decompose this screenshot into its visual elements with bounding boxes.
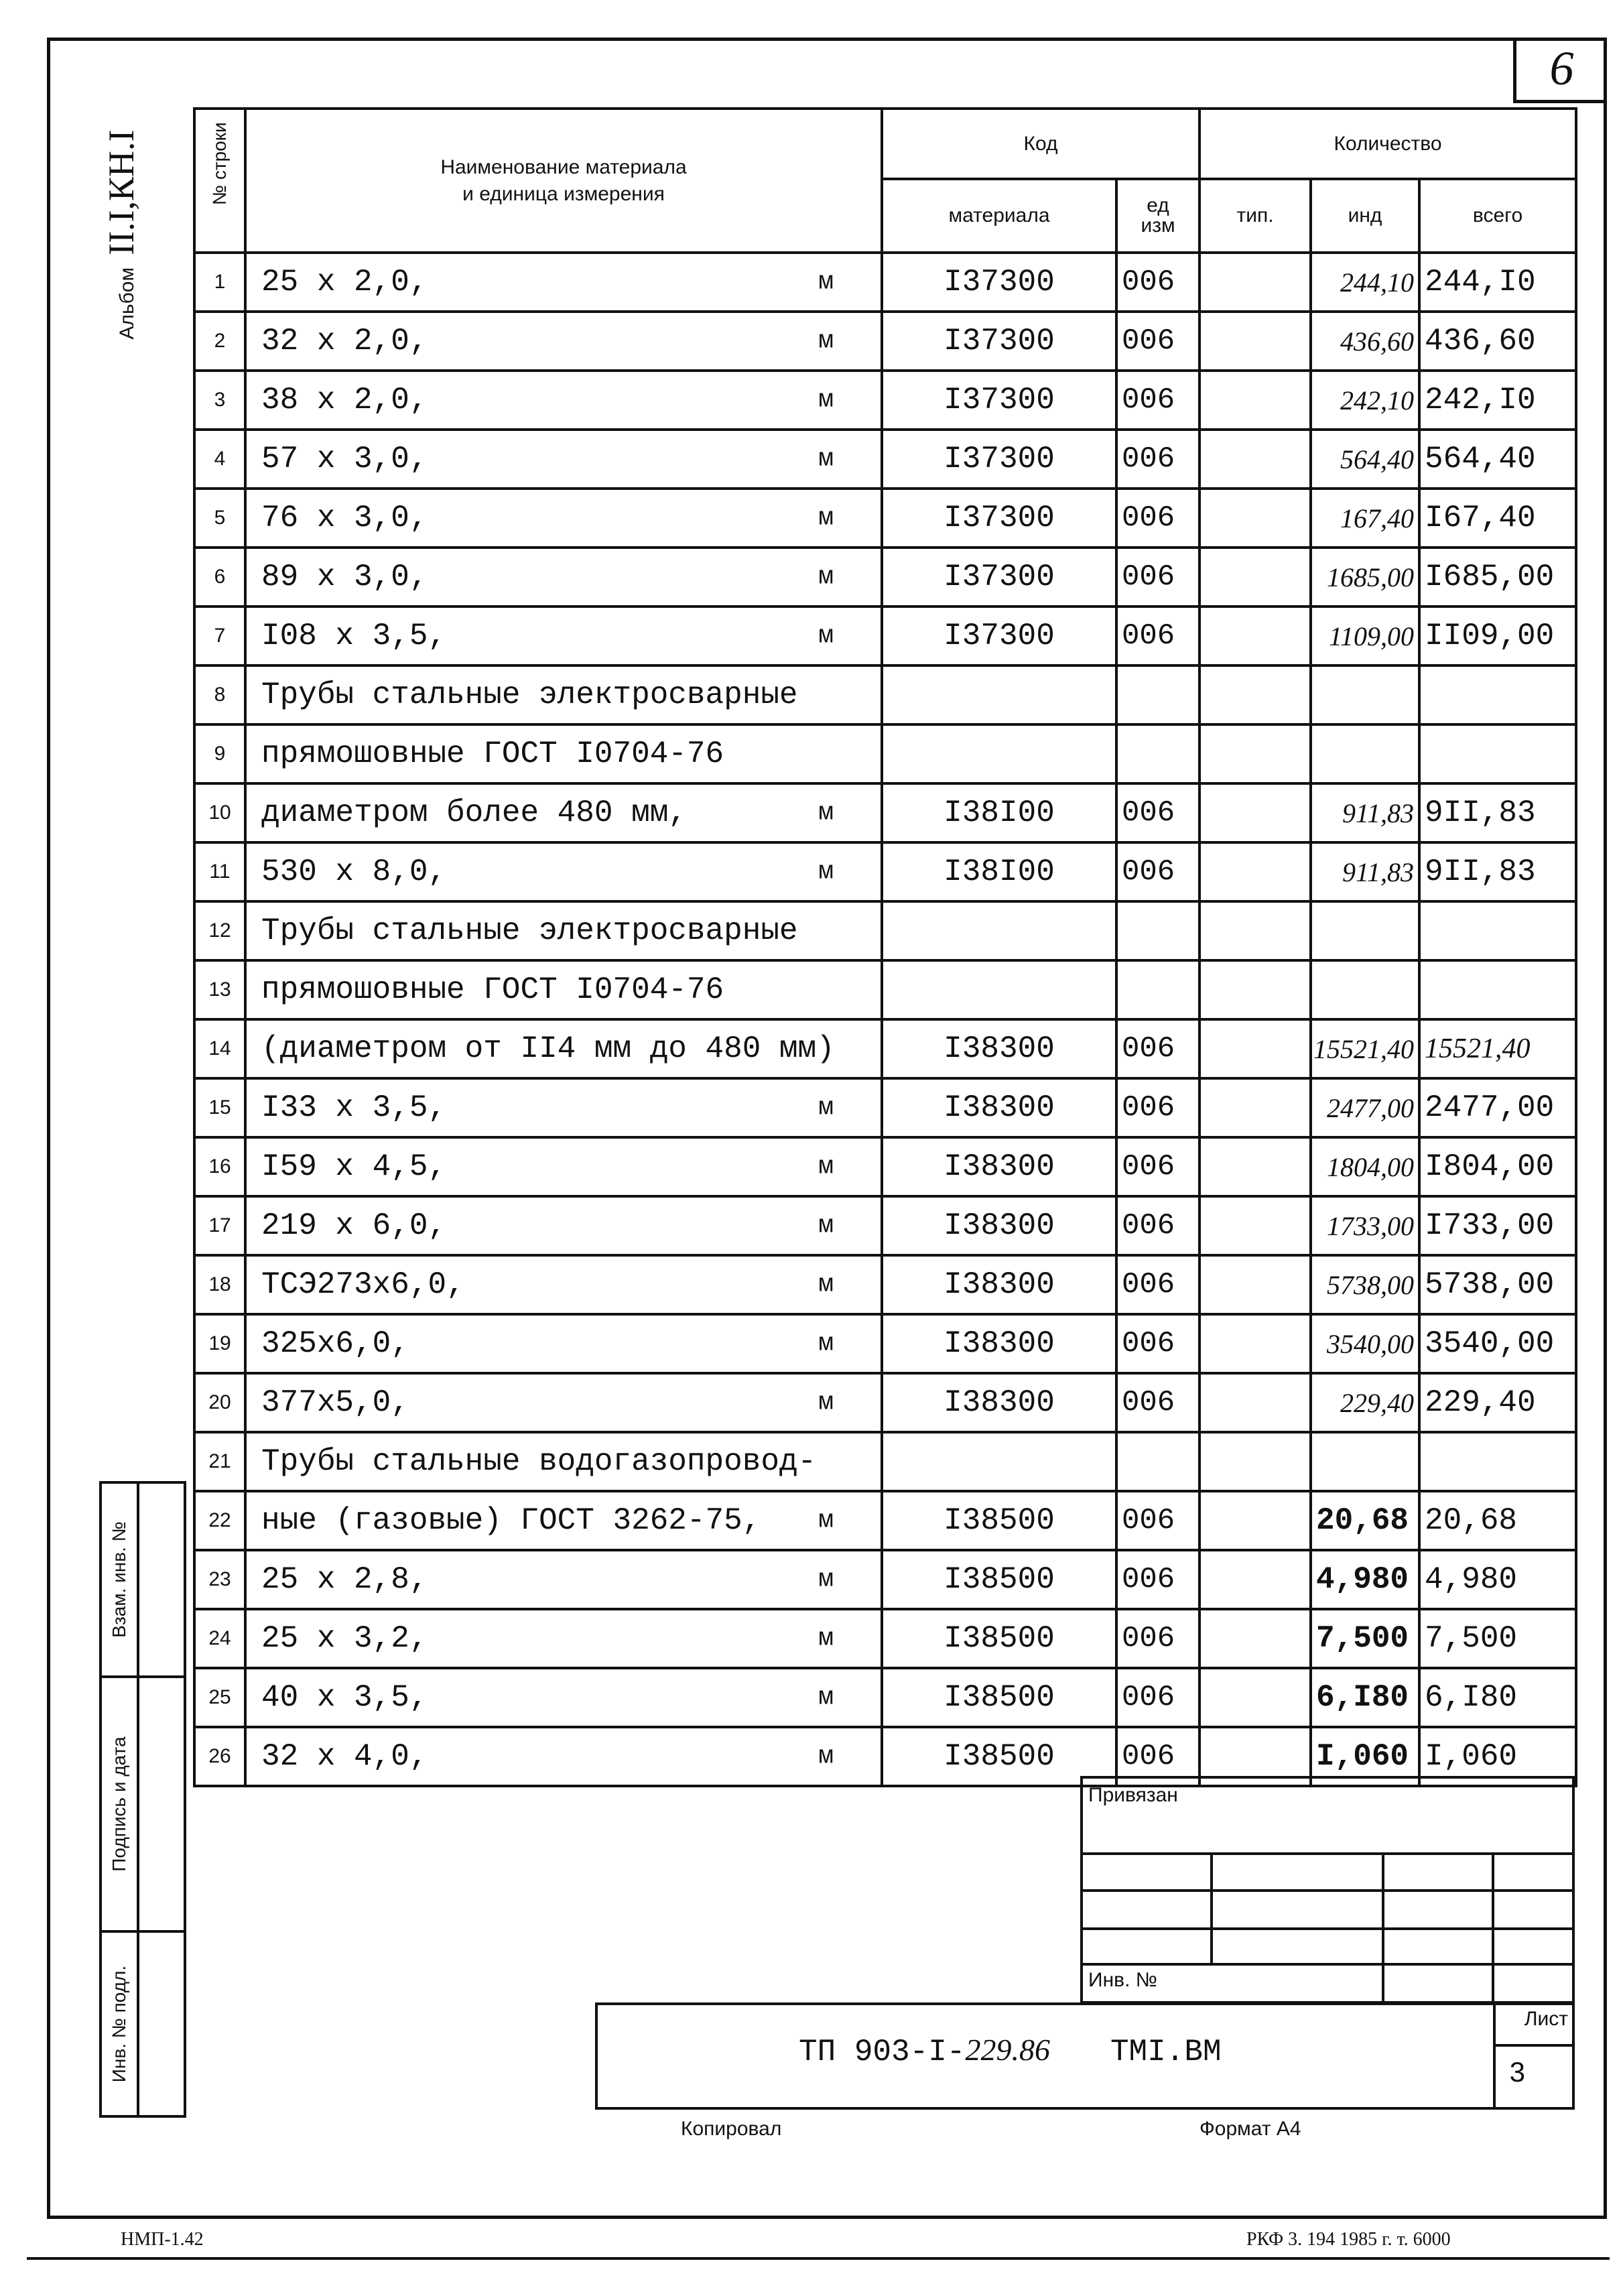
unit-label: м bbox=[818, 503, 834, 533]
list-divider bbox=[1493, 2005, 1496, 2107]
row-number: 4 bbox=[194, 430, 245, 489]
row-number: 10 bbox=[194, 783, 245, 842]
table-row bbox=[194, 1137, 1576, 1196]
qty-type bbox=[1199, 783, 1311, 842]
unit-code: 006 bbox=[1116, 548, 1199, 607]
material-code: I38I00 bbox=[882, 783, 1116, 842]
row-number: 14 bbox=[194, 1019, 245, 1078]
unit-label: м bbox=[818, 326, 834, 356]
qty-total: I685,00 bbox=[1419, 548, 1576, 607]
material-name: прямошовные ГОСТ I0704-76 bbox=[245, 960, 882, 1019]
qty-total bbox=[1419, 901, 1576, 960]
qty-type bbox=[1199, 312, 1311, 371]
header-name: Наименование материала и единица измерения bbox=[245, 109, 882, 253]
material-name: 76 x 3,0, м bbox=[245, 489, 882, 548]
material-name: Трубы стальные электросварные bbox=[245, 901, 882, 960]
row-number: 8 bbox=[194, 665, 245, 724]
copied-label: Копировал bbox=[681, 2118, 782, 2140]
row-number: 12 bbox=[194, 901, 245, 960]
material-code bbox=[882, 1432, 1116, 1491]
inv-no-label: Инв. № bbox=[1088, 1969, 1157, 1991]
qty-type bbox=[1199, 430, 1311, 489]
material-code: I38300 bbox=[882, 1373, 1116, 1432]
approval-stamp bbox=[99, 1481, 186, 2118]
table-row bbox=[194, 842, 1576, 901]
unit-code: 006 bbox=[1116, 1078, 1199, 1137]
row-number: 5 bbox=[194, 489, 245, 548]
privyazan-vline-1 bbox=[1210, 1852, 1213, 1965]
album-value: II.I,КН.I bbox=[101, 129, 141, 255]
material-name: ТСЭ273х6,0, м bbox=[245, 1255, 882, 1314]
unit-label: м bbox=[818, 857, 834, 887]
material-code: I38300 bbox=[882, 1196, 1116, 1255]
table-row bbox=[194, 548, 1576, 607]
qty-total bbox=[1419, 724, 1576, 783]
material-code: I38500 bbox=[882, 1550, 1116, 1609]
qty-type bbox=[1199, 371, 1311, 430]
qty-ind: I,060 bbox=[1311, 1727, 1419, 1786]
form-code: НМП-1.42 bbox=[121, 2229, 204, 2250]
header-code-group: Код bbox=[882, 109, 1199, 179]
unit-code bbox=[1116, 901, 1199, 960]
unit-label: м bbox=[818, 1506, 834, 1535]
material-code: I38I00 bbox=[882, 842, 1116, 901]
row-number: 18 bbox=[194, 1255, 245, 1314]
qty-type bbox=[1199, 489, 1311, 548]
qty-total: 4,980 bbox=[1419, 1550, 1576, 1609]
qty-ind: 15521,40 bbox=[1311, 1019, 1419, 1078]
privyazan-line-1 bbox=[1083, 1852, 1572, 1855]
qty-type bbox=[1199, 1550, 1311, 1609]
qty-ind: 5738,00 bbox=[1311, 1255, 1419, 1314]
sheet-number: 3 bbox=[1509, 2056, 1525, 2088]
unit-code: 006 bbox=[1116, 371, 1199, 430]
row-number: 25 bbox=[194, 1668, 245, 1727]
qty-total: 9II,83 bbox=[1419, 842, 1576, 901]
print-info: РКФ 3. 194 1985 г. т. 6000 bbox=[1246, 2229, 1451, 2250]
material-name: 25 x 2,8, м bbox=[245, 1550, 882, 1609]
materials-table bbox=[193, 107, 1577, 1787]
qty-type bbox=[1199, 1314, 1311, 1373]
qty-total: 564,40 bbox=[1419, 430, 1576, 489]
material-code: I38300 bbox=[882, 1255, 1116, 1314]
header-code-unit: ед изм bbox=[1116, 179, 1199, 253]
table-row bbox=[194, 489, 1576, 548]
unit-code: 006 bbox=[1116, 1314, 1199, 1373]
qty-ind: 911,83 bbox=[1311, 783, 1419, 842]
material-code: I38500 bbox=[882, 1668, 1116, 1727]
qty-total: I804,00 bbox=[1419, 1137, 1576, 1196]
row-number: 1 bbox=[194, 253, 245, 312]
qty-type bbox=[1199, 901, 1311, 960]
material-name: ные (газовые) ГОСТ 3262-75, м bbox=[245, 1491, 882, 1550]
unit-code: 006 bbox=[1116, 783, 1199, 842]
table-row bbox=[194, 1255, 1576, 1314]
qty-type bbox=[1199, 1373, 1311, 1432]
qty-type bbox=[1199, 665, 1311, 724]
document-code: ТП 903-I-229.86 ТМI.ВМ bbox=[799, 2033, 1222, 2069]
qty-ind: 1685,00 bbox=[1311, 548, 1419, 607]
row-number: 2 bbox=[194, 312, 245, 371]
qty-type bbox=[1199, 1255, 1311, 1314]
qty-ind: 167,40 bbox=[1311, 489, 1419, 548]
row-number: 22 bbox=[194, 1491, 245, 1550]
unit-label: м bbox=[818, 1624, 834, 1653]
material-code: I37300 bbox=[882, 371, 1116, 430]
unit-code: 006 bbox=[1116, 1255, 1199, 1314]
material-code bbox=[882, 901, 1116, 960]
qty-total: 9II,83 bbox=[1419, 783, 1576, 842]
material-code: I38500 bbox=[882, 1491, 1116, 1550]
material-name: прямошовные ГОСТ I0704-76 bbox=[245, 724, 882, 783]
table-row bbox=[194, 253, 1576, 312]
table-row bbox=[194, 783, 1576, 842]
unit-label: м bbox=[818, 1093, 834, 1123]
material-code: I38300 bbox=[882, 1314, 1116, 1373]
qty-ind: 4,980 bbox=[1311, 1550, 1419, 1609]
unit-code bbox=[1116, 724, 1199, 783]
material-code: I38300 bbox=[882, 1078, 1116, 1137]
stamp-podpis-cell bbox=[102, 1678, 184, 1933]
table-row bbox=[194, 312, 1576, 371]
table-row bbox=[194, 1550, 1576, 1609]
unit-code: 006 bbox=[1116, 607, 1199, 665]
material-name: 89 x 3,0, м bbox=[245, 548, 882, 607]
material-name: I33 x 3,5, м bbox=[245, 1078, 882, 1137]
unit-label: м bbox=[818, 1683, 834, 1712]
table-row bbox=[194, 724, 1576, 783]
qty-total: 7,500 bbox=[1419, 1609, 1576, 1668]
unit-label: м bbox=[818, 562, 834, 592]
stamp-vzam-label: Взам. инв. № bbox=[102, 1484, 139, 1675]
qty-ind bbox=[1311, 665, 1419, 724]
material-name: Трубы стальные водогазопровод- bbox=[245, 1432, 882, 1491]
material-code: I37300 bbox=[882, 548, 1116, 607]
qty-type bbox=[1199, 1668, 1311, 1727]
material-name: диаметром более 480 мм, м bbox=[245, 783, 882, 842]
unit-code: 006 bbox=[1116, 253, 1199, 312]
unit-label: м bbox=[818, 1270, 834, 1299]
format-label: Формат А4 bbox=[1199, 2118, 1301, 2140]
material-name: I08 x 3,5, м bbox=[245, 607, 882, 665]
header-code-material: материала bbox=[882, 179, 1116, 253]
header-row-no: № строки bbox=[194, 109, 245, 253]
qty-type bbox=[1199, 1137, 1311, 1196]
qty-total: I,060 bbox=[1419, 1727, 1576, 1786]
material-name: 377х5,0, м bbox=[245, 1373, 882, 1432]
qty-ind: 3540,00 bbox=[1311, 1314, 1419, 1373]
row-number: 11 bbox=[194, 842, 245, 901]
material-code: I37300 bbox=[882, 430, 1116, 489]
unit-label: м bbox=[818, 621, 834, 651]
unit-code: 006 bbox=[1116, 1550, 1199, 1609]
qty-type bbox=[1199, 842, 1311, 901]
row-number: 20 bbox=[194, 1373, 245, 1432]
row-number: 15 bbox=[194, 1078, 245, 1137]
qty-total bbox=[1419, 665, 1576, 724]
privyazan-line-2 bbox=[1083, 1889, 1572, 1892]
unit-label: м bbox=[818, 1742, 834, 1771]
material-code: I37300 bbox=[882, 253, 1116, 312]
unit-code bbox=[1116, 665, 1199, 724]
row-number: 3 bbox=[194, 371, 245, 430]
header-qty-group: Количество bbox=[1199, 109, 1576, 179]
header-qty-total: всего bbox=[1419, 179, 1576, 253]
header-qty-type: тип. bbox=[1199, 179, 1311, 253]
qty-type bbox=[1199, 1491, 1311, 1550]
row-number: 7 bbox=[194, 607, 245, 665]
table-row bbox=[194, 901, 1576, 960]
qty-ind: 7,500 bbox=[1311, 1609, 1419, 1668]
qty-ind: 1733,00 bbox=[1311, 1196, 1419, 1255]
table-row bbox=[194, 1314, 1576, 1373]
header-qty-ind: инд bbox=[1311, 179, 1419, 253]
table-row bbox=[194, 371, 1576, 430]
qty-ind: 242,10 bbox=[1311, 371, 1419, 430]
qty-ind: 229,40 bbox=[1311, 1373, 1419, 1432]
table-row bbox=[194, 1373, 1576, 1432]
material-name: 57 x 3,0, м bbox=[245, 430, 882, 489]
privyazan-label: Привязан bbox=[1088, 1784, 1178, 1806]
row-number: 17 bbox=[194, 1196, 245, 1255]
qty-type bbox=[1199, 1078, 1311, 1137]
qty-total: 244,I0 bbox=[1419, 253, 1576, 312]
row-number: 24 bbox=[194, 1609, 245, 1668]
unit-label: м bbox=[818, 798, 834, 828]
unit-code: 006 bbox=[1116, 1019, 1199, 1078]
qty-total: 2477,00 bbox=[1419, 1078, 1576, 1137]
qty-total: I733,00 bbox=[1419, 1196, 1576, 1255]
title-block bbox=[595, 2002, 1575, 2110]
qty-ind: 1804,00 bbox=[1311, 1137, 1419, 1196]
unit-code: 006 bbox=[1116, 1609, 1199, 1668]
row-number: 13 bbox=[194, 960, 245, 1019]
row-number: 26 bbox=[194, 1727, 245, 1786]
unit-label: м bbox=[818, 1152, 834, 1182]
material-name: Трубы стальные электросварные bbox=[245, 665, 882, 724]
qty-total: 3540,00 bbox=[1419, 1314, 1576, 1373]
material-code bbox=[882, 665, 1116, 724]
material-name: 25 x 2,0, м bbox=[245, 253, 882, 312]
row-number: 23 bbox=[194, 1550, 245, 1609]
qty-total: 229,40 bbox=[1419, 1373, 1576, 1432]
unit-label: м bbox=[818, 444, 834, 474]
unit-code: 006 bbox=[1116, 312, 1199, 371]
unit-code: 006 bbox=[1116, 1668, 1199, 1727]
table-row bbox=[194, 1491, 1576, 1550]
material-name: 325х6,0, м bbox=[245, 1314, 882, 1373]
material-name: 32 x 2,0, м bbox=[245, 312, 882, 371]
qty-type bbox=[1199, 548, 1311, 607]
material-name: 219 x 6,0, м bbox=[245, 1196, 882, 1255]
unit-label: м bbox=[818, 1329, 834, 1358]
table-row bbox=[194, 1019, 1576, 1078]
qty-ind: 2477,00 bbox=[1311, 1078, 1419, 1137]
qty-total: 6,I80 bbox=[1419, 1668, 1576, 1727]
qty-ind: 6,I80 bbox=[1311, 1668, 1419, 1727]
bottom-rule bbox=[27, 2257, 1610, 2260]
qty-ind: 20,68 bbox=[1311, 1491, 1419, 1550]
qty-ind: 1109,00 bbox=[1311, 607, 1419, 665]
row-number: 19 bbox=[194, 1314, 245, 1373]
qty-total: II09,00 bbox=[1419, 607, 1576, 665]
material-name: 40 x 3,5, м bbox=[245, 1668, 882, 1727]
unit-label: м bbox=[818, 1565, 834, 1594]
material-name: I59 x 4,5, м bbox=[245, 1137, 882, 1196]
qty-total bbox=[1419, 1432, 1576, 1491]
qty-type bbox=[1199, 1019, 1311, 1078]
material-code bbox=[882, 724, 1116, 783]
material-code: I37300 bbox=[882, 489, 1116, 548]
album-prefix: Альбом bbox=[116, 267, 138, 340]
material-name: 530 x 8,0, м bbox=[245, 842, 882, 901]
qty-total: I67,40 bbox=[1419, 489, 1576, 548]
qty-total: 436,60 bbox=[1419, 312, 1576, 371]
list-hline bbox=[1493, 2044, 1572, 2047]
stamp-inv-label: Инв. № подл. bbox=[102, 1933, 139, 2115]
material-code: I38500 bbox=[882, 1609, 1116, 1668]
qty-type bbox=[1199, 607, 1311, 665]
table-row bbox=[194, 960, 1576, 1019]
unit-code: 006 bbox=[1116, 1491, 1199, 1550]
qty-ind bbox=[1311, 960, 1419, 1019]
qty-total bbox=[1419, 960, 1576, 1019]
page-number: 6 bbox=[1513, 38, 1607, 103]
table-row bbox=[194, 665, 1576, 724]
unit-label: м bbox=[818, 1388, 834, 1417]
row-number: 21 bbox=[194, 1432, 245, 1491]
album-label bbox=[101, 80, 154, 389]
row-number: 16 bbox=[194, 1137, 245, 1196]
qty-ind: 436,60 bbox=[1311, 312, 1419, 371]
table-row bbox=[194, 1078, 1576, 1137]
qty-type bbox=[1199, 724, 1311, 783]
unit-label: м bbox=[818, 267, 834, 297]
table-row bbox=[194, 430, 1576, 489]
material-code bbox=[882, 960, 1116, 1019]
unit-code: 006 bbox=[1116, 430, 1199, 489]
material-name: 32 x 4,0, м bbox=[245, 1727, 882, 1786]
material-code: I38300 bbox=[882, 1019, 1116, 1078]
material-code: I37300 bbox=[882, 607, 1116, 665]
sheet-label: Лист bbox=[1524, 2008, 1568, 2030]
qty-ind: 911,83 bbox=[1311, 842, 1419, 901]
qty-total: 242,I0 bbox=[1419, 371, 1576, 430]
stamp-inv-cell bbox=[102, 1933, 184, 2115]
unit-label: м bbox=[818, 385, 834, 415]
unit-code: 006 bbox=[1116, 1196, 1199, 1255]
qty-type bbox=[1199, 1609, 1311, 1668]
row-number: 6 bbox=[194, 548, 245, 607]
unit-code: 006 bbox=[1116, 1727, 1199, 1786]
unit-code: 006 bbox=[1116, 1137, 1199, 1196]
unit-label: м bbox=[818, 1211, 834, 1240]
row-number: 9 bbox=[194, 724, 245, 783]
qty-total: 20,68 bbox=[1419, 1491, 1576, 1550]
qty-type bbox=[1199, 960, 1311, 1019]
privyazan-vline-3 bbox=[1492, 1852, 1494, 2001]
material-name: (диаметром от II4 мм до 480 мм) bbox=[245, 1019, 882, 1078]
material-code: I38300 bbox=[882, 1137, 1116, 1196]
table-row bbox=[194, 1432, 1576, 1491]
qty-ind: 244,10 bbox=[1311, 253, 1419, 312]
unit-code: 006 bbox=[1116, 842, 1199, 901]
privyazan-line-4 bbox=[1083, 1963, 1572, 1966]
table-row bbox=[194, 607, 1576, 665]
stamp-podpis-label: Подпись и дата bbox=[102, 1678, 139, 1930]
unit-code: 006 bbox=[1116, 489, 1199, 548]
qty-type bbox=[1199, 253, 1311, 312]
privyazan-line-3 bbox=[1083, 1927, 1572, 1930]
unit-code bbox=[1116, 1432, 1199, 1491]
qty-ind bbox=[1311, 724, 1419, 783]
unit-code bbox=[1116, 960, 1199, 1019]
unit-code: 006 bbox=[1116, 1373, 1199, 1432]
qty-type bbox=[1199, 1432, 1311, 1491]
privyazan-vline-2 bbox=[1382, 1852, 1384, 2001]
qty-total: 15521,40 bbox=[1419, 1019, 1576, 1078]
qty-ind bbox=[1311, 901, 1419, 960]
material-name: 38 x 2,0, м bbox=[245, 371, 882, 430]
material-name: 25 x 3,2, м bbox=[245, 1609, 882, 1668]
table-row bbox=[194, 1609, 1576, 1668]
stamp-vzam-cell bbox=[102, 1484, 184, 1678]
qty-type bbox=[1199, 1196, 1311, 1255]
qty-ind bbox=[1311, 1432, 1419, 1491]
qty-ind: 564,40 bbox=[1311, 430, 1419, 489]
table-row bbox=[194, 1196, 1576, 1255]
material-code: I38500 bbox=[882, 1727, 1116, 1786]
material-code: I37300 bbox=[882, 312, 1116, 371]
table-row bbox=[194, 1668, 1576, 1727]
privyazan-block bbox=[1080, 1776, 1575, 2004]
qty-total: 5738,00 bbox=[1419, 1255, 1576, 1314]
